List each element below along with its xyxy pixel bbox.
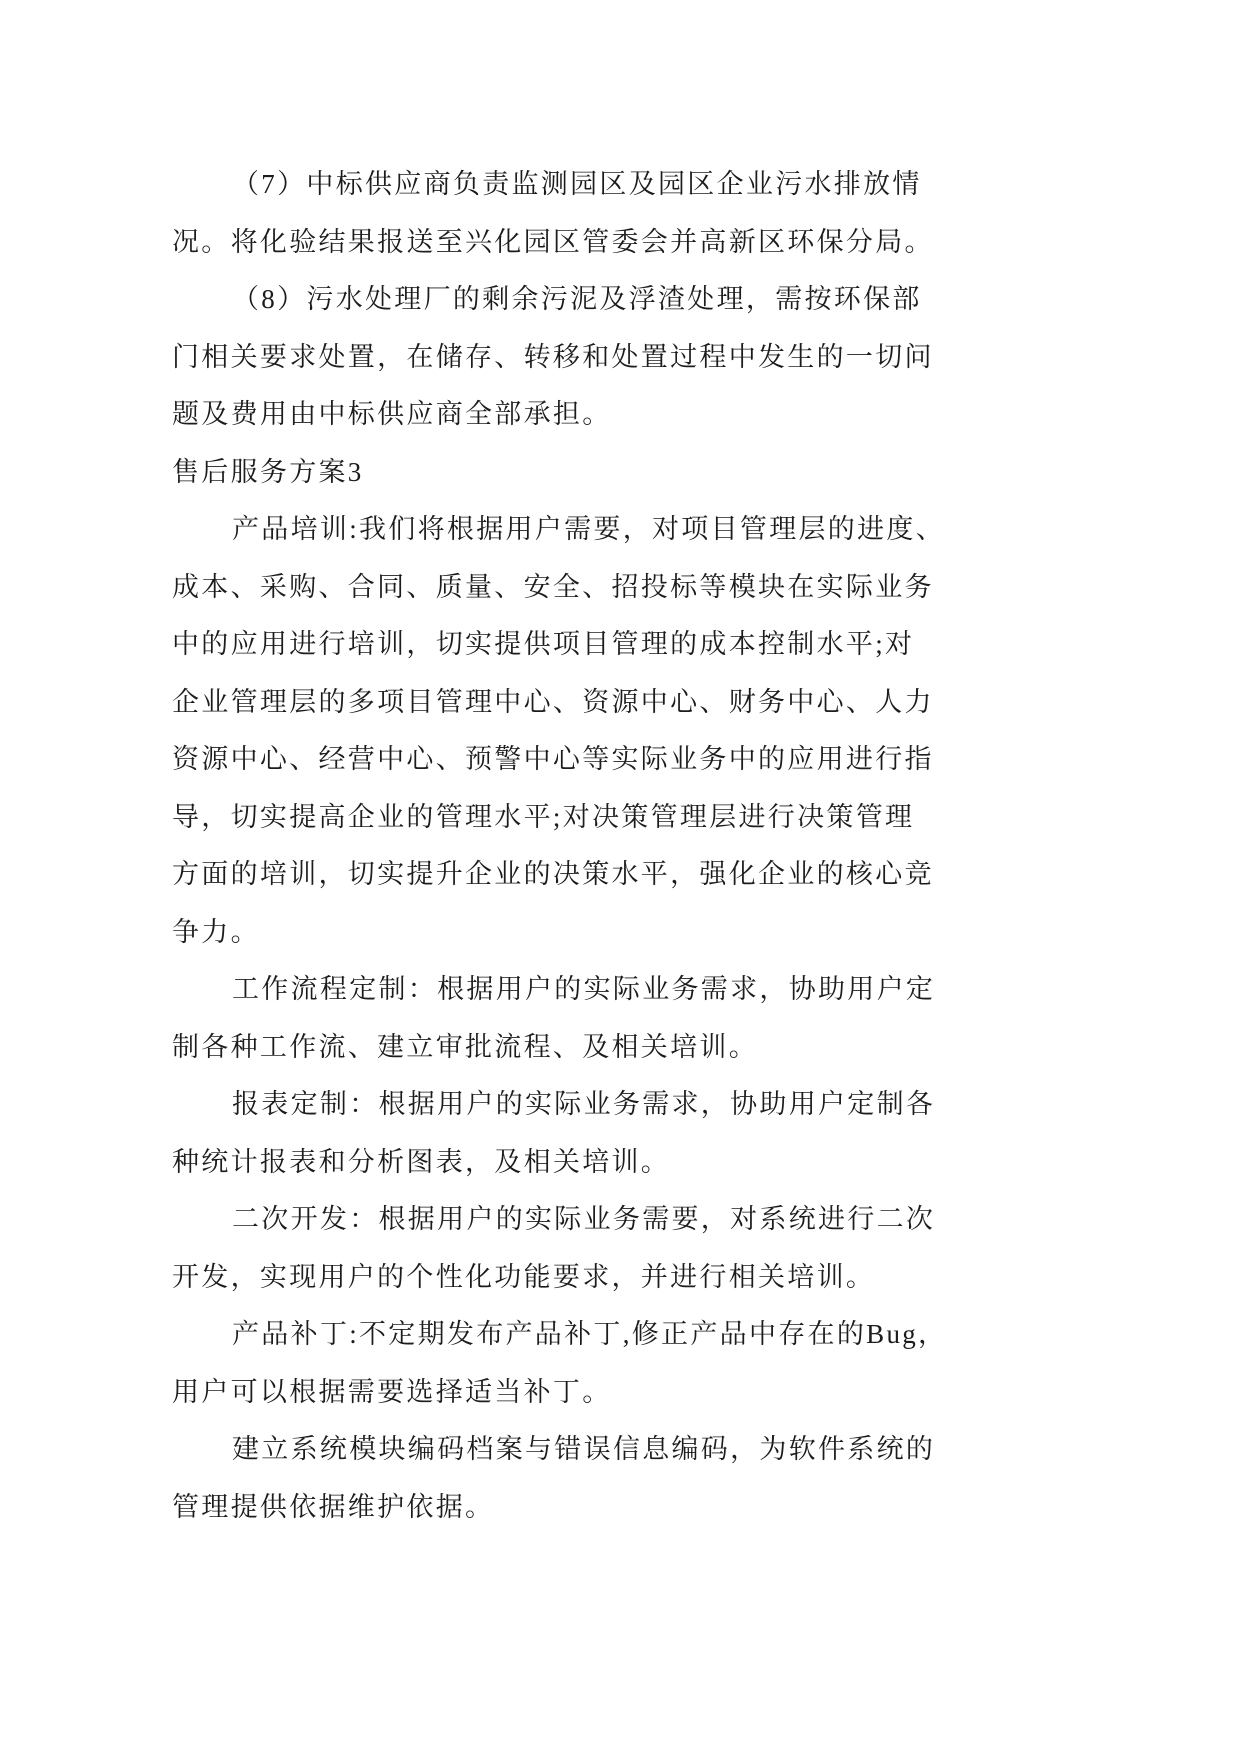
paragraph-line: 建立系统模块编码档案与错误信息编码，为软件系统的 bbox=[232, 1434, 936, 1464]
document-body bbox=[172, 156, 992, 1536]
paragraph-line: 制各种工作流、建立审批流程、及相关培训。 bbox=[172, 1031, 758, 1062]
paragraph-line: 企业管理层的多项目管理中心、资源中心、财务中心、人力 bbox=[172, 686, 934, 717]
paragraph-line: 题及费用由中标供应商全部承担。 bbox=[172, 399, 612, 429]
paragraph-line: 方面的培训，切实提升企业的决策水平，强化企业的核心竞 bbox=[172, 859, 934, 889]
paragraph-line: 开发，实现用户的个性化功能要求，并进行相关培训。 bbox=[172, 1261, 876, 1292]
paragraph-line: 导，切实提高企业的管理水平;对决策管理层进行决策管理 bbox=[172, 801, 915, 832]
paragraph-line: 争力。 bbox=[172, 916, 260, 947]
paragraph-secondary-development bbox=[172, 1191, 992, 1306]
paragraph-line: 中的应用进行培训，切实提供项目管理的成本控制水平;对 bbox=[172, 629, 915, 659]
paragraph-product-patches bbox=[172, 1306, 992, 1421]
paragraph-item-8 bbox=[172, 271, 992, 444]
paragraph-line: 报表定制：根据用户的实际业务需求，协助用户定制各 bbox=[232, 1089, 936, 1119]
paragraph-line: （8）污水处理厂的剩余污泥及浮渣处理，需按环保部 bbox=[232, 284, 922, 314]
paragraph-line: 产品补丁:不定期发布产品补丁,修正产品中存在的Bug， bbox=[232, 1319, 948, 1349]
paragraph-line: 成本、采购、合同、质量、安全、招投标等模块在实际业务 bbox=[172, 571, 934, 602]
paragraph-module-coding-archive bbox=[172, 1421, 992, 1536]
paragraph-line: 二次开发：根据用户的实际业务需要，对系统进行二次 bbox=[232, 1204, 936, 1234]
paragraph-line: 产品培训:我们将根据用户需要，对项目管理层的进度、 bbox=[232, 514, 946, 544]
paragraph-line: 用户可以根据需要选择适当补丁。 bbox=[172, 1376, 612, 1407]
paragraph-line: 工作流程定制：根据用户的实际业务需求，协助用户定 bbox=[232, 974, 936, 1004]
paragraph-line: 种统计报表和分析图表，及相关培训。 bbox=[172, 1146, 671, 1177]
paragraph-report-customization bbox=[172, 1076, 992, 1191]
paragraph-product-training bbox=[172, 501, 992, 961]
paragraph-workflow-customization bbox=[172, 961, 992, 1076]
section-heading: 售后服务方案3 bbox=[172, 456, 364, 487]
paragraph-line: 资源中心、经营中心、预警中心等实际业务中的应用进行指 bbox=[172, 744, 934, 774]
paragraph-line: 管理提供依据维护依据。 bbox=[172, 1491, 495, 1522]
paragraph-item-7 bbox=[172, 156, 992, 271]
paragraph-line: （7）中标供应商负责监测园区及园区企业污水排放情 bbox=[232, 169, 922, 199]
paragraph-line: 况。将化验结果报送至兴化园区管委会并高新区环保分局。 bbox=[172, 226, 934, 257]
paragraph-line: 门相关要求处置，在储存、转移和处置过程中发生的一切问 bbox=[172, 341, 934, 372]
